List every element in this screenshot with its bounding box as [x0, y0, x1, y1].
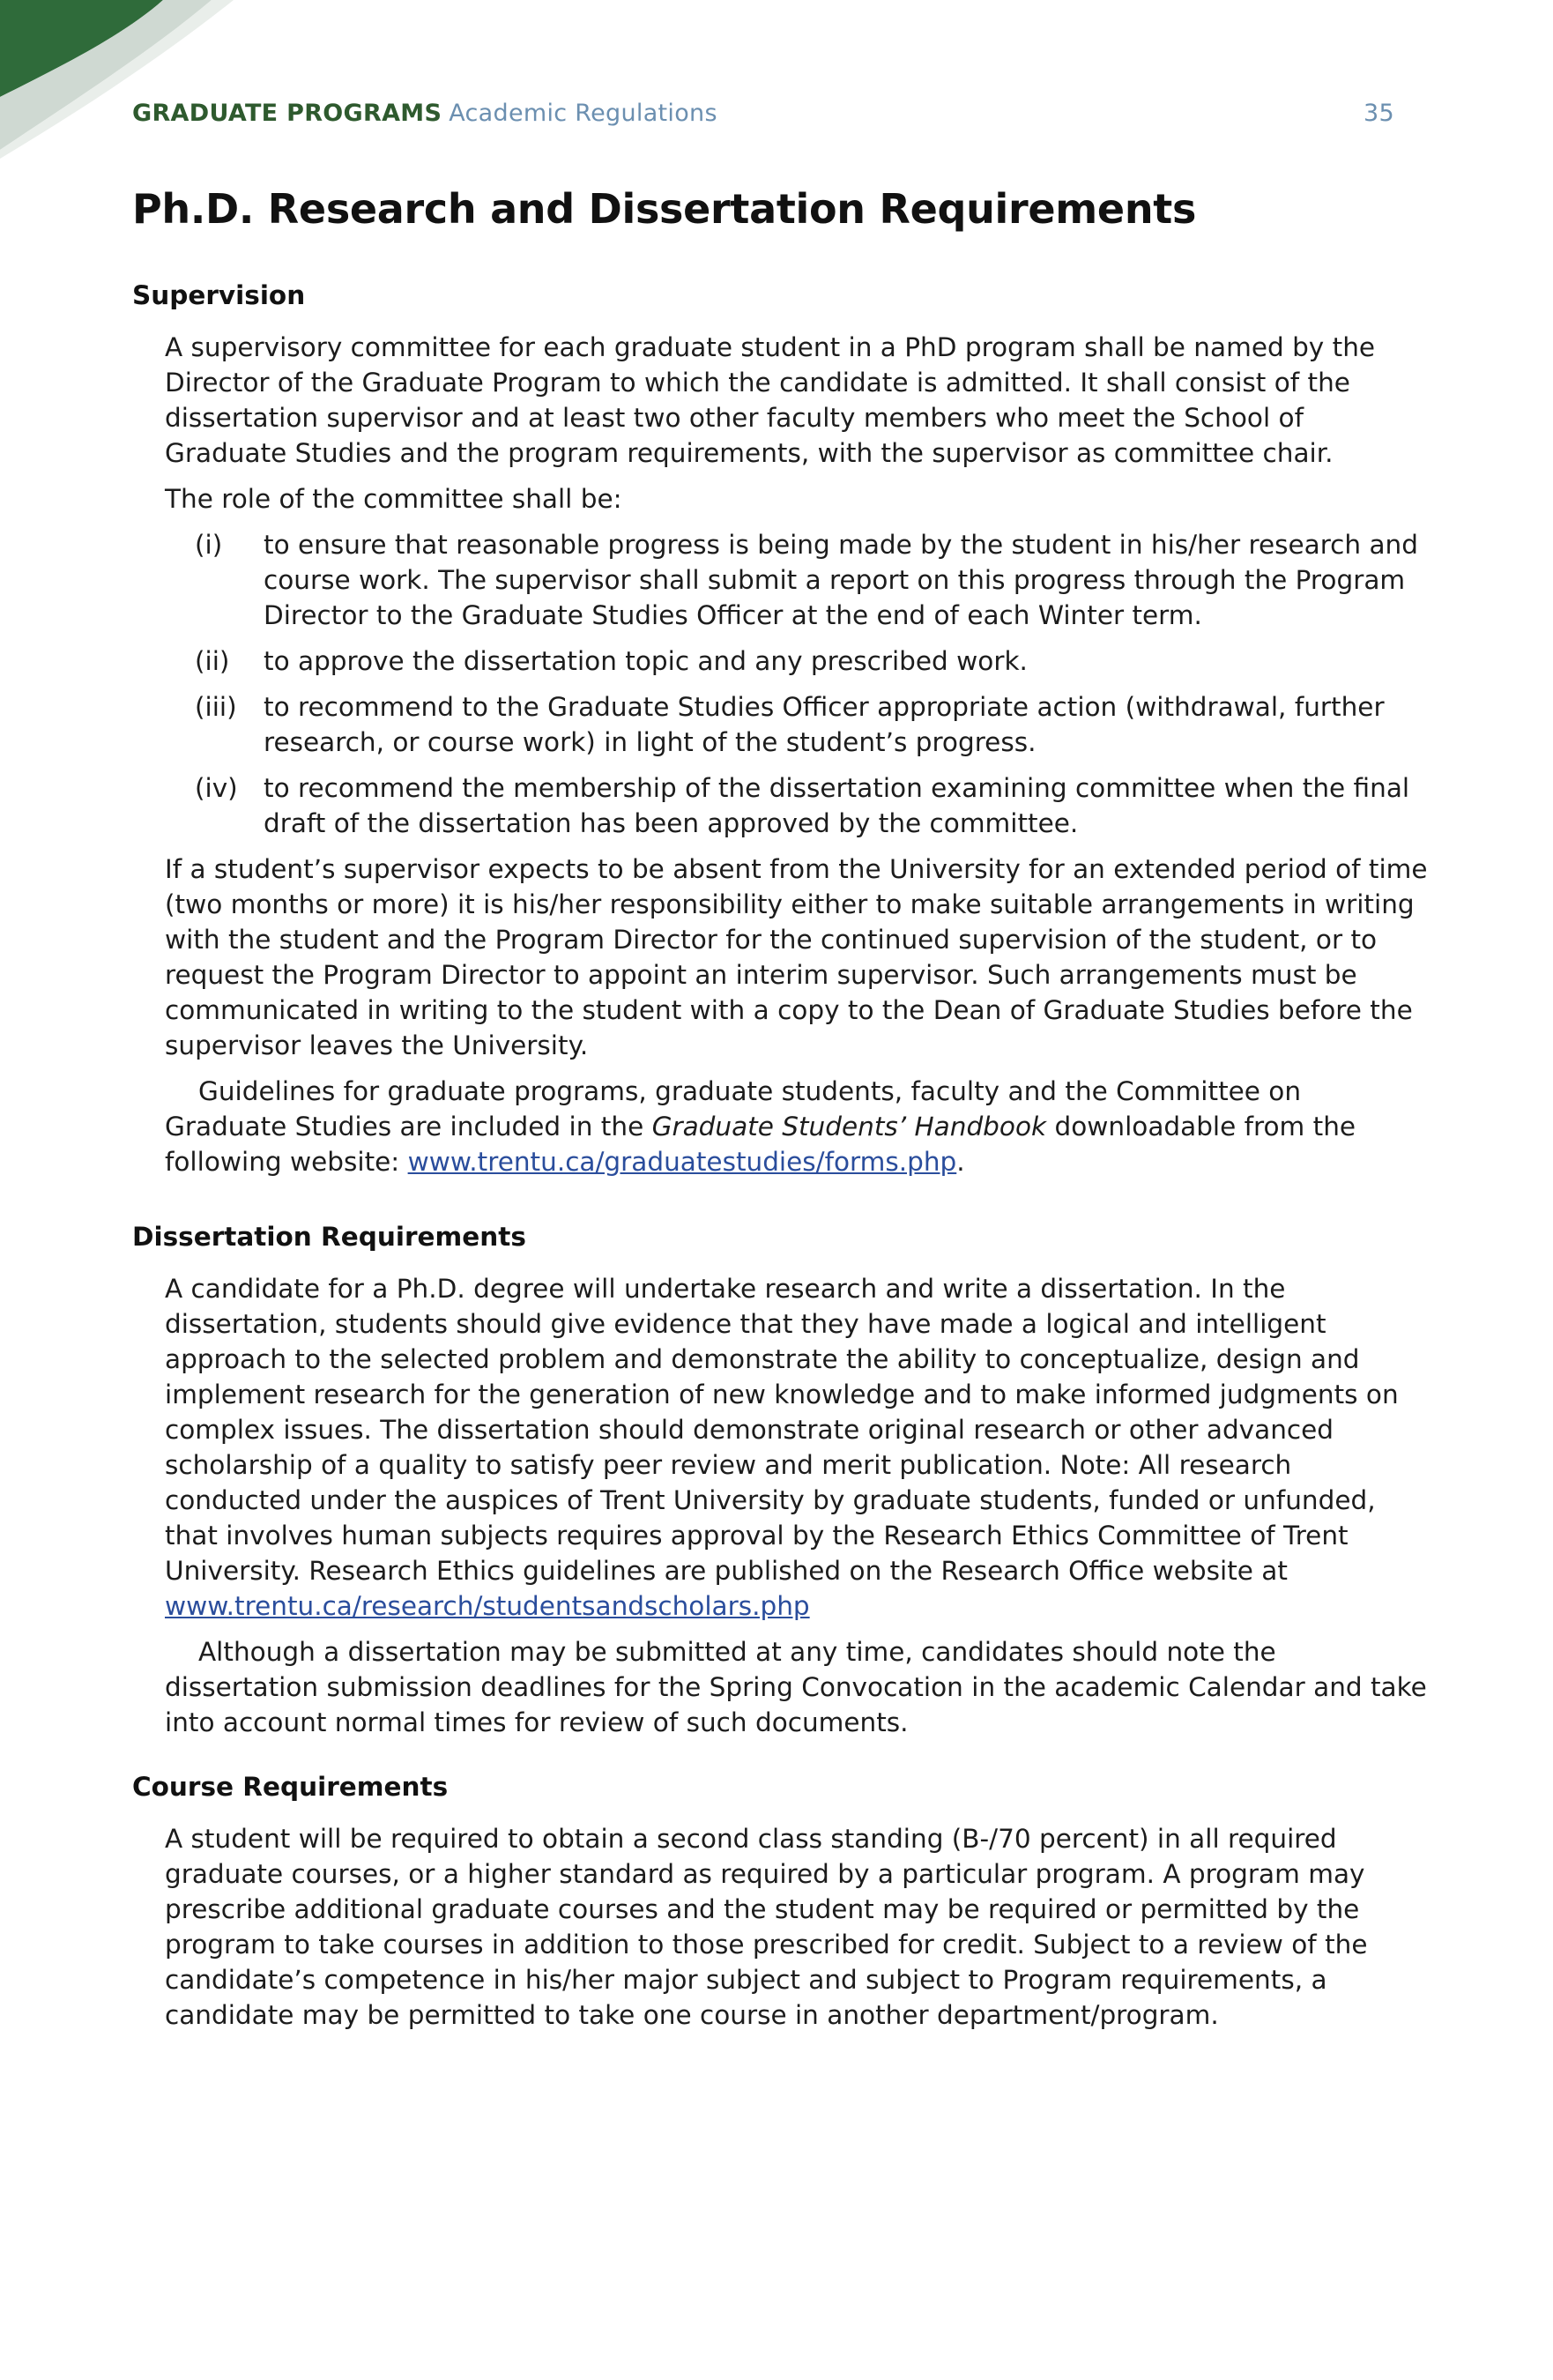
header-section: GRADUATE PROGRAMS — [132, 100, 442, 127]
supervision-heading: Supervision — [132, 280, 306, 310]
list-item — [165, 689, 1428, 760]
course-section — [132, 1772, 1428, 2033]
supervision-paragraph-2: The role of the committee shall be: — [165, 484, 622, 514]
list-item-text: to ensure that reasonable progress is being made by the student in his/her research and course work. The supervisor shall submit a report on this progress through the Program Director to the Graduate Studies Officer at the end of each Winter term. — [264, 530, 1418, 630]
dissertation-paragraph-1 — [165, 1271, 1428, 1624]
guidelines-text-end: . — [956, 1147, 965, 1177]
research-office-link[interactable]: www.trentu.ca/research/studentsandscholars.php — [165, 1591, 810, 1621]
dissertation-section — [132, 1222, 1428, 1740]
list-item — [165, 527, 1428, 633]
dissertation-text: A candidate for a Ph.D. degree will undertake research and write a dissertation. In the dissertation, students should give evidence that they have made a logical and intelligent approach to the selected problem and demonstrate the ability to conceptualize, design and implement research for the generation of new knowledge and to make informed judgments on complex issues. The dissertation should demonstrate original research or other advanced scholarship of a quality to satisfy peer review and merit publication. Note: All research conducted under the auspices of Trent University by graduate students, funded or unfunded, that involves human subjects requires approval by the Research Ethics Committee of Trent University. Research Ethics guidelines are published on the Research Office website at — [165, 1274, 1399, 1586]
dissertation-heading: Dissertation Requirements — [132, 1222, 526, 1252]
supervision-paragraph-3: If a student’s supervisor expects to be absent from the University for an extended period of time (two months or more) it is his/her responsibility either to make suitable arrangements in writing with the student and the Program Director for the continued supervision of the student, or to request the Program Director to appoint an interim supervisor. Such arrangements must be communicated in writing to the student with a copy to the Dean of Graduate Studies before the supervisor leaves the University. — [165, 854, 1428, 1060]
supervision-paragraph-1: A supervisory committee for each graduate student in a PhD program shall be named by the Director of the Graduate Program to which the candidate is admitted. It shall consist of the dissertation supervisor and at least two other faculty members who meet the School of Graduate Studies and the program requirements, with the supervisor as committee chair. — [165, 332, 1376, 468]
corner-swoosh-decoration — [0, 0, 264, 159]
committee-role-list — [165, 527, 1428, 841]
forms-link[interactable]: www.trentu.ca/graduatestudies/forms.php — [407, 1147, 957, 1177]
header-subsection: Academic Regulations — [449, 100, 717, 127]
list-item-number: (iii) — [195, 692, 237, 722]
supervision-section — [132, 280, 1428, 1179]
handbook-title: Graduate Students’ Handbook — [651, 1112, 1047, 1142]
list-item-number: (i) — [195, 530, 223, 560]
page-content — [132, 185, 1428, 2064]
running-header — [132, 100, 1394, 135]
supervision-paragraph-4 — [165, 1074, 1428, 1179]
list-item-number: (ii) — [195, 646, 230, 676]
guidelines-text-middle: downloadable from the following website: — [165, 1112, 1356, 1177]
list-item-text: to recommend to the Graduate Studies Officer appropriate action (withdrawal, further research, or course work) in light of the student’s progress. — [264, 692, 1385, 757]
course-heading: Course Requirements — [132, 1772, 449, 1802]
course-paragraph-1: A student will be required to obtain a second class standing (B-/70 percent) in all required graduate courses, or a higher standard as required by a particular program. A program may prescribe additional graduate courses and the student may be required or permitted by the program to take courses in addition to those prescribed for credit. Subject to a review of the candidate’s competence in his/her major subject and subject to Program requirements, a candidate may be permitted to take one course in another department/program. — [165, 1824, 1368, 2030]
page-number: 35 — [1364, 100, 1394, 127]
page-title: Ph.D. Research and Dissertation Requirements — [132, 185, 1197, 233]
list-item — [165, 643, 1428, 679]
list-item-number: (iv) — [195, 773, 238, 803]
guidelines-text-start: Guidelines for graduate programs, graduate students, faculty and the Committee on Graduate Studies are included in the — [165, 1076, 1302, 1142]
list-item — [165, 770, 1428, 841]
list-item-text: to recommend the membership of the dissertation examining committee when the final draft of the dissertation has been approved by the committee. — [264, 773, 1410, 838]
dissertation-paragraph-2: Although a dissertation may be submitted at any time, candidates should note the dissertation submission deadlines for the Spring Convocation in the academic Calendar and take into account normal times for review of such documents. — [165, 1637, 1427, 1737]
list-item-text: to approve the dissertation topic and any prescribed work. — [264, 646, 1028, 676]
